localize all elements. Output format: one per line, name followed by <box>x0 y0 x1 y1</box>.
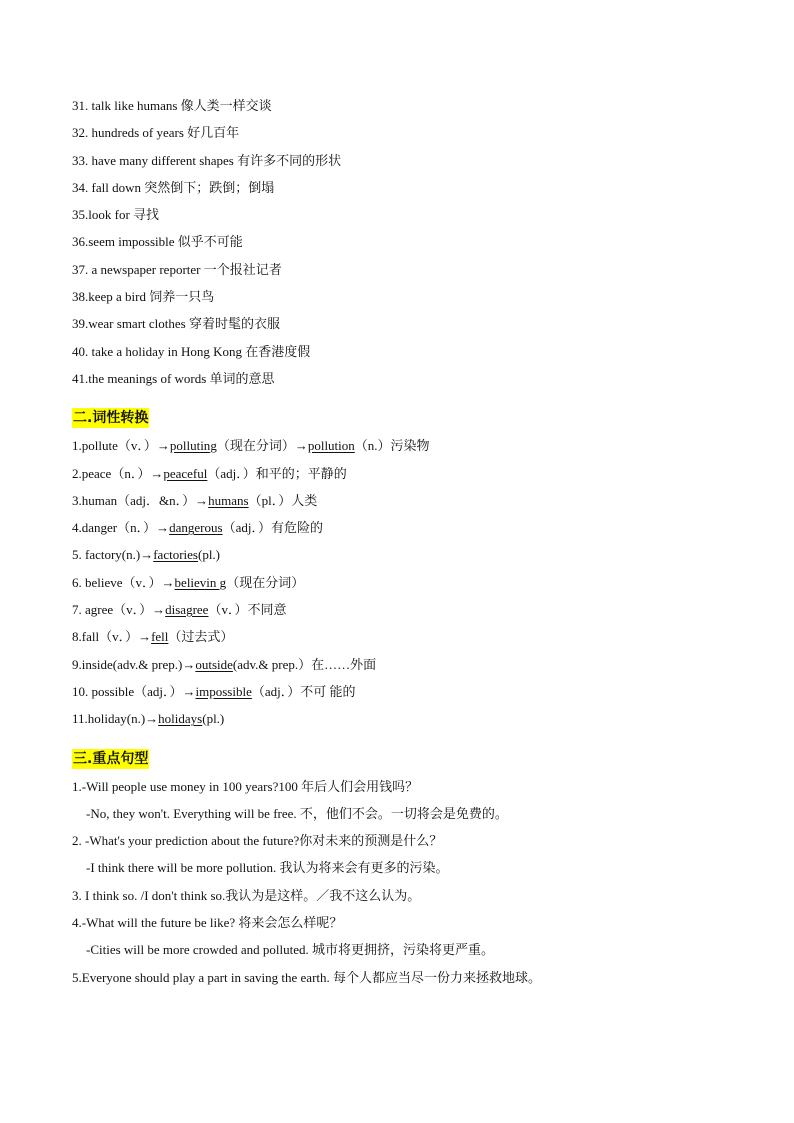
item-prefix: 1.pollute（v．）→ <box>72 438 170 454</box>
answer: pollution <box>307 438 355 454</box>
list-item <box>72 569 732 596</box>
item-prefix: 8.fall（v．）→ <box>72 629 152 645</box>
list-item <box>72 487 732 514</box>
list-item: -Cities will be more crowded and polluted. 城市将更拥挤，污染将更严重。 <box>86 942 495 958</box>
answer: believin g <box>174 574 227 590</box>
answer: impossible <box>195 683 252 699</box>
item-suffix: （adj．）和平的；平静的 <box>207 465 347 481</box>
item-suffix: （pl．）人类 <box>248 492 318 508</box>
item-middle: g（现在分词）→ <box>210 438 308 454</box>
list-item <box>72 705 732 732</box>
list-item: 37. a newspaper reporter 一个报社记者 <box>72 261 282 277</box>
answer: factories <box>153 547 198 563</box>
item-prefix: 3.human（adj．&n．）→ <box>72 492 209 508</box>
list-item <box>72 432 732 459</box>
list-item: 40. take a holiday in Hong Kong 在香港度假 <box>72 343 311 359</box>
item-prefix: 4.danger（n．）→ <box>72 520 170 536</box>
section-title: 二.词性转换 <box>73 410 149 427</box>
list-item <box>72 678 732 705</box>
list-item <box>72 623 732 650</box>
answer: peaceful <box>163 465 208 481</box>
item-suffix: （过去式） <box>168 629 234 645</box>
list-item <box>72 514 732 541</box>
list-item: 38.keep a bird 饲养一只鸟 <box>72 289 215 305</box>
item-suffix: （adj．）有危险的 <box>222 520 323 536</box>
item-prefix: 5. factory(n.)→ <box>72 547 154 563</box>
list-item: 31. talk like humans 像人类一样交谈 <box>72 98 272 113</box>
list-item: -No, they won't. Everything will be free. 不，他们不会。一切将会是免费的。 <box>86 805 508 821</box>
item-prefix: 2.peace（n．）→ <box>72 465 164 481</box>
item-suffix: （adj．）不可 能的 <box>251 683 356 699</box>
item-prefix: 10. possible（adj．）→ <box>72 683 196 699</box>
list-item <box>72 596 732 623</box>
answer: dangerous <box>169 520 223 536</box>
section-heading-word-forms <box>72 402 732 432</box>
item-suffix: (adv.& prep.）在……外面 <box>232 656 377 672</box>
answer: outside <box>195 656 233 672</box>
list-item: 39.wear smart clothes 穿着时髦的衣服 <box>72 316 280 332</box>
item-prefix: 7. agree（v．）→ <box>72 602 166 618</box>
list-item: 33. have many different shapes 有许多不同的形状 <box>72 152 342 168</box>
list-item <box>72 460 732 487</box>
list-item: 3. I think so. /I don't think so.我认为是这样。／我不这么认为。 <box>72 887 421 903</box>
document-page <box>72 92 732 991</box>
sentence-list <box>72 773 732 991</box>
list-item: 5.Everyone should play a part in saving the earth. 每个人都应当尽一份力来拯救地球。 <box>72 969 542 985</box>
word-form-list <box>72 432 732 732</box>
list-item: 4.-What will the future be like? 将来会怎么样呢？ <box>72 915 343 931</box>
item-suffix: （n.）污染物 <box>354 438 430 454</box>
item-prefix: 9.inside(adv.& prep.)→ <box>72 656 196 672</box>
list-item <box>72 541 732 568</box>
list-item: 36.seem impossible 似乎不可能 <box>72 234 243 250</box>
answer: holidays <box>158 711 203 727</box>
list-item: 32. hundreds of years 好几百年 <box>72 125 240 141</box>
list-item <box>72 651 732 678</box>
answer: disagree <box>165 602 209 618</box>
answer: fell <box>151 629 169 645</box>
answer: humans <box>208 492 249 508</box>
list-item: 2. -What's your prediction about the future?你对未来的预测是什么？ <box>72 833 443 849</box>
answer: pollutin <box>169 438 211 454</box>
section-heading-key-sentences <box>72 743 732 773</box>
phrase-list <box>72 92 732 392</box>
list-item: -I think there will be more pollution. 我认为将来会有更多的污染。 <box>86 860 449 876</box>
item-suffix: (pl.) <box>197 547 221 563</box>
section-title: 三.重点句型 <box>73 750 149 767</box>
list-item: 35.look for 寻找 <box>72 207 160 223</box>
item-prefix: 6. believe（v．）→ <box>72 574 175 590</box>
item-suffix: (pl.) <box>202 711 225 727</box>
item-suffix: （现在分词） <box>226 574 305 590</box>
item-prefix: 11.holiday(n.)→ <box>72 711 159 727</box>
list-item: 34. fall down 突然倒下；跌倒；倒塌 <box>72 179 275 195</box>
item-suffix: （v．）不同意 <box>208 602 287 618</box>
list-item: 41.the meanings of words 单词的意思 <box>72 370 275 386</box>
list-item: 1.-Will people use money in 100 years?100 年后人们会用钱吗？ <box>72 778 419 794</box>
